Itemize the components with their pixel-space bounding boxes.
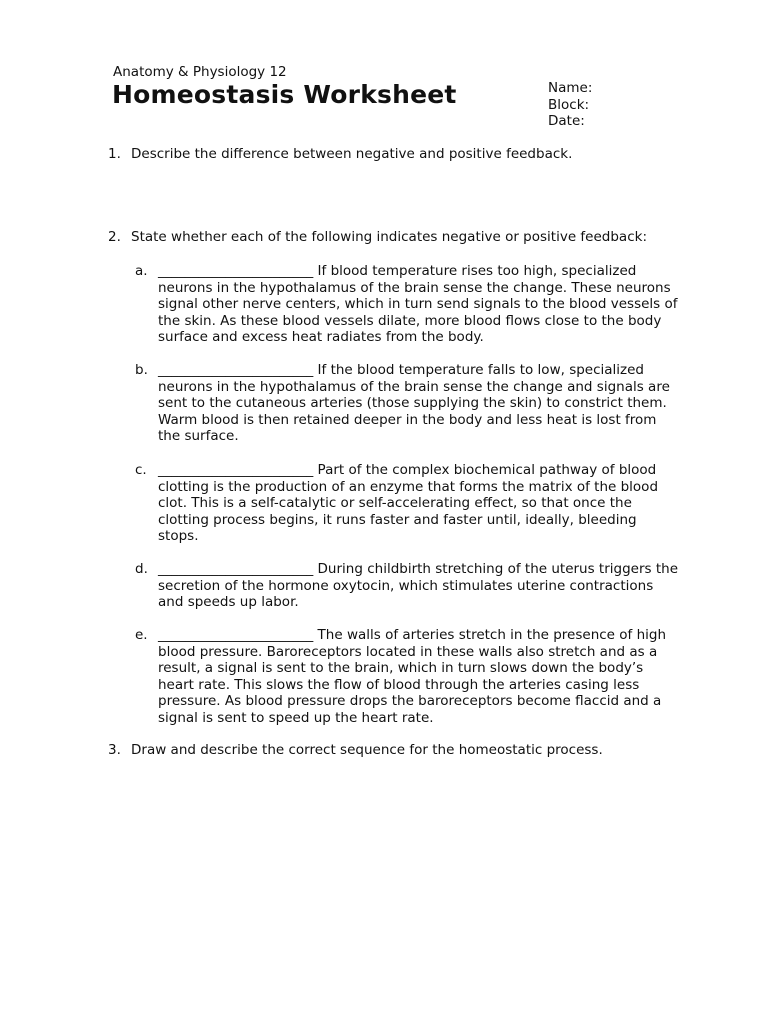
question-text: Draw and describe the correct sequence for the homeostatic process. xyxy=(131,742,603,758)
name-label: Name: xyxy=(548,80,593,96)
item-text: _______________________ If the blood temperature falls to low, specialized neurons in the hypothalamus of the brain sense the change and signals are sent to the cutaneous arteries (those supplying the skin) to constrict them. Warm blood is then retained deeper in the body and less heat is lost from the surface. xyxy=(158,362,670,445)
question-number: 1. xyxy=(108,146,121,162)
sub-question-b xyxy=(135,362,680,445)
item-letter: d. xyxy=(135,561,148,577)
item-letter: e. xyxy=(135,627,148,643)
question-number: 3. xyxy=(108,742,121,758)
item-text: _______________________ During childbirth stretching of the uterus triggers the secretion of the hormone oxytocin, which stimulates uterine contractions and speeds up labor. xyxy=(158,561,679,611)
sub-question-a xyxy=(135,263,680,346)
question-number: 2. xyxy=(108,229,121,245)
question-2 xyxy=(108,229,647,246)
sub-question-d xyxy=(135,561,680,611)
item-text: _______________________ If blood temperature rises too high, specialized neurons in the hypothalamus of the brain sense the change. These neurons signal other nerve centers, which in turn send signals to the blood vessels of the skin. As these blood vessels dilate, more blood flows close to the body surface and excess heat radiates from the body. xyxy=(158,263,678,346)
question-text: Describe the difference between negative and positive feedback. xyxy=(131,146,573,162)
page-title: Homeostasis Worksheet xyxy=(112,80,457,109)
item-letter: a. xyxy=(135,263,148,279)
block-label: Block: xyxy=(548,96,590,113)
course-name: Anatomy & Physiology 12 xyxy=(113,64,287,80)
question-text: State whether each of the following indicates negative or positive feedback: xyxy=(131,229,647,245)
date-label: Date: xyxy=(548,113,585,130)
item-text: _______________________ The walls of arteries stretch in the presence of high blood pressure. Baroreceptors located in these walls also stretch and as a result, a signal is sent to the brain, which in turn slows down the body’s heart rate. This slows the flow of blood through the arteries casing less pressure. As blood pressure drops the baroreceptors become flaccid and a signal is sent to speed up the heart rate. xyxy=(158,627,667,726)
question-3 xyxy=(108,742,603,759)
sub-question-c xyxy=(135,462,680,545)
question-1 xyxy=(108,146,572,163)
item-letter: b. xyxy=(135,362,148,378)
item-letter: c. xyxy=(135,462,147,478)
item-text: _______________________ Part of the complex biochemical pathway of blood clotting is the production of an enzyme that forms the matrix of the blood clot. This is a self-catalytic or self-accelerating effect, so that once the clotting process begins, it runs faster and faster until, ideally, bleeding stops. xyxy=(158,462,659,545)
student-info-fields xyxy=(548,80,592,130)
sub-question-e xyxy=(135,627,680,727)
